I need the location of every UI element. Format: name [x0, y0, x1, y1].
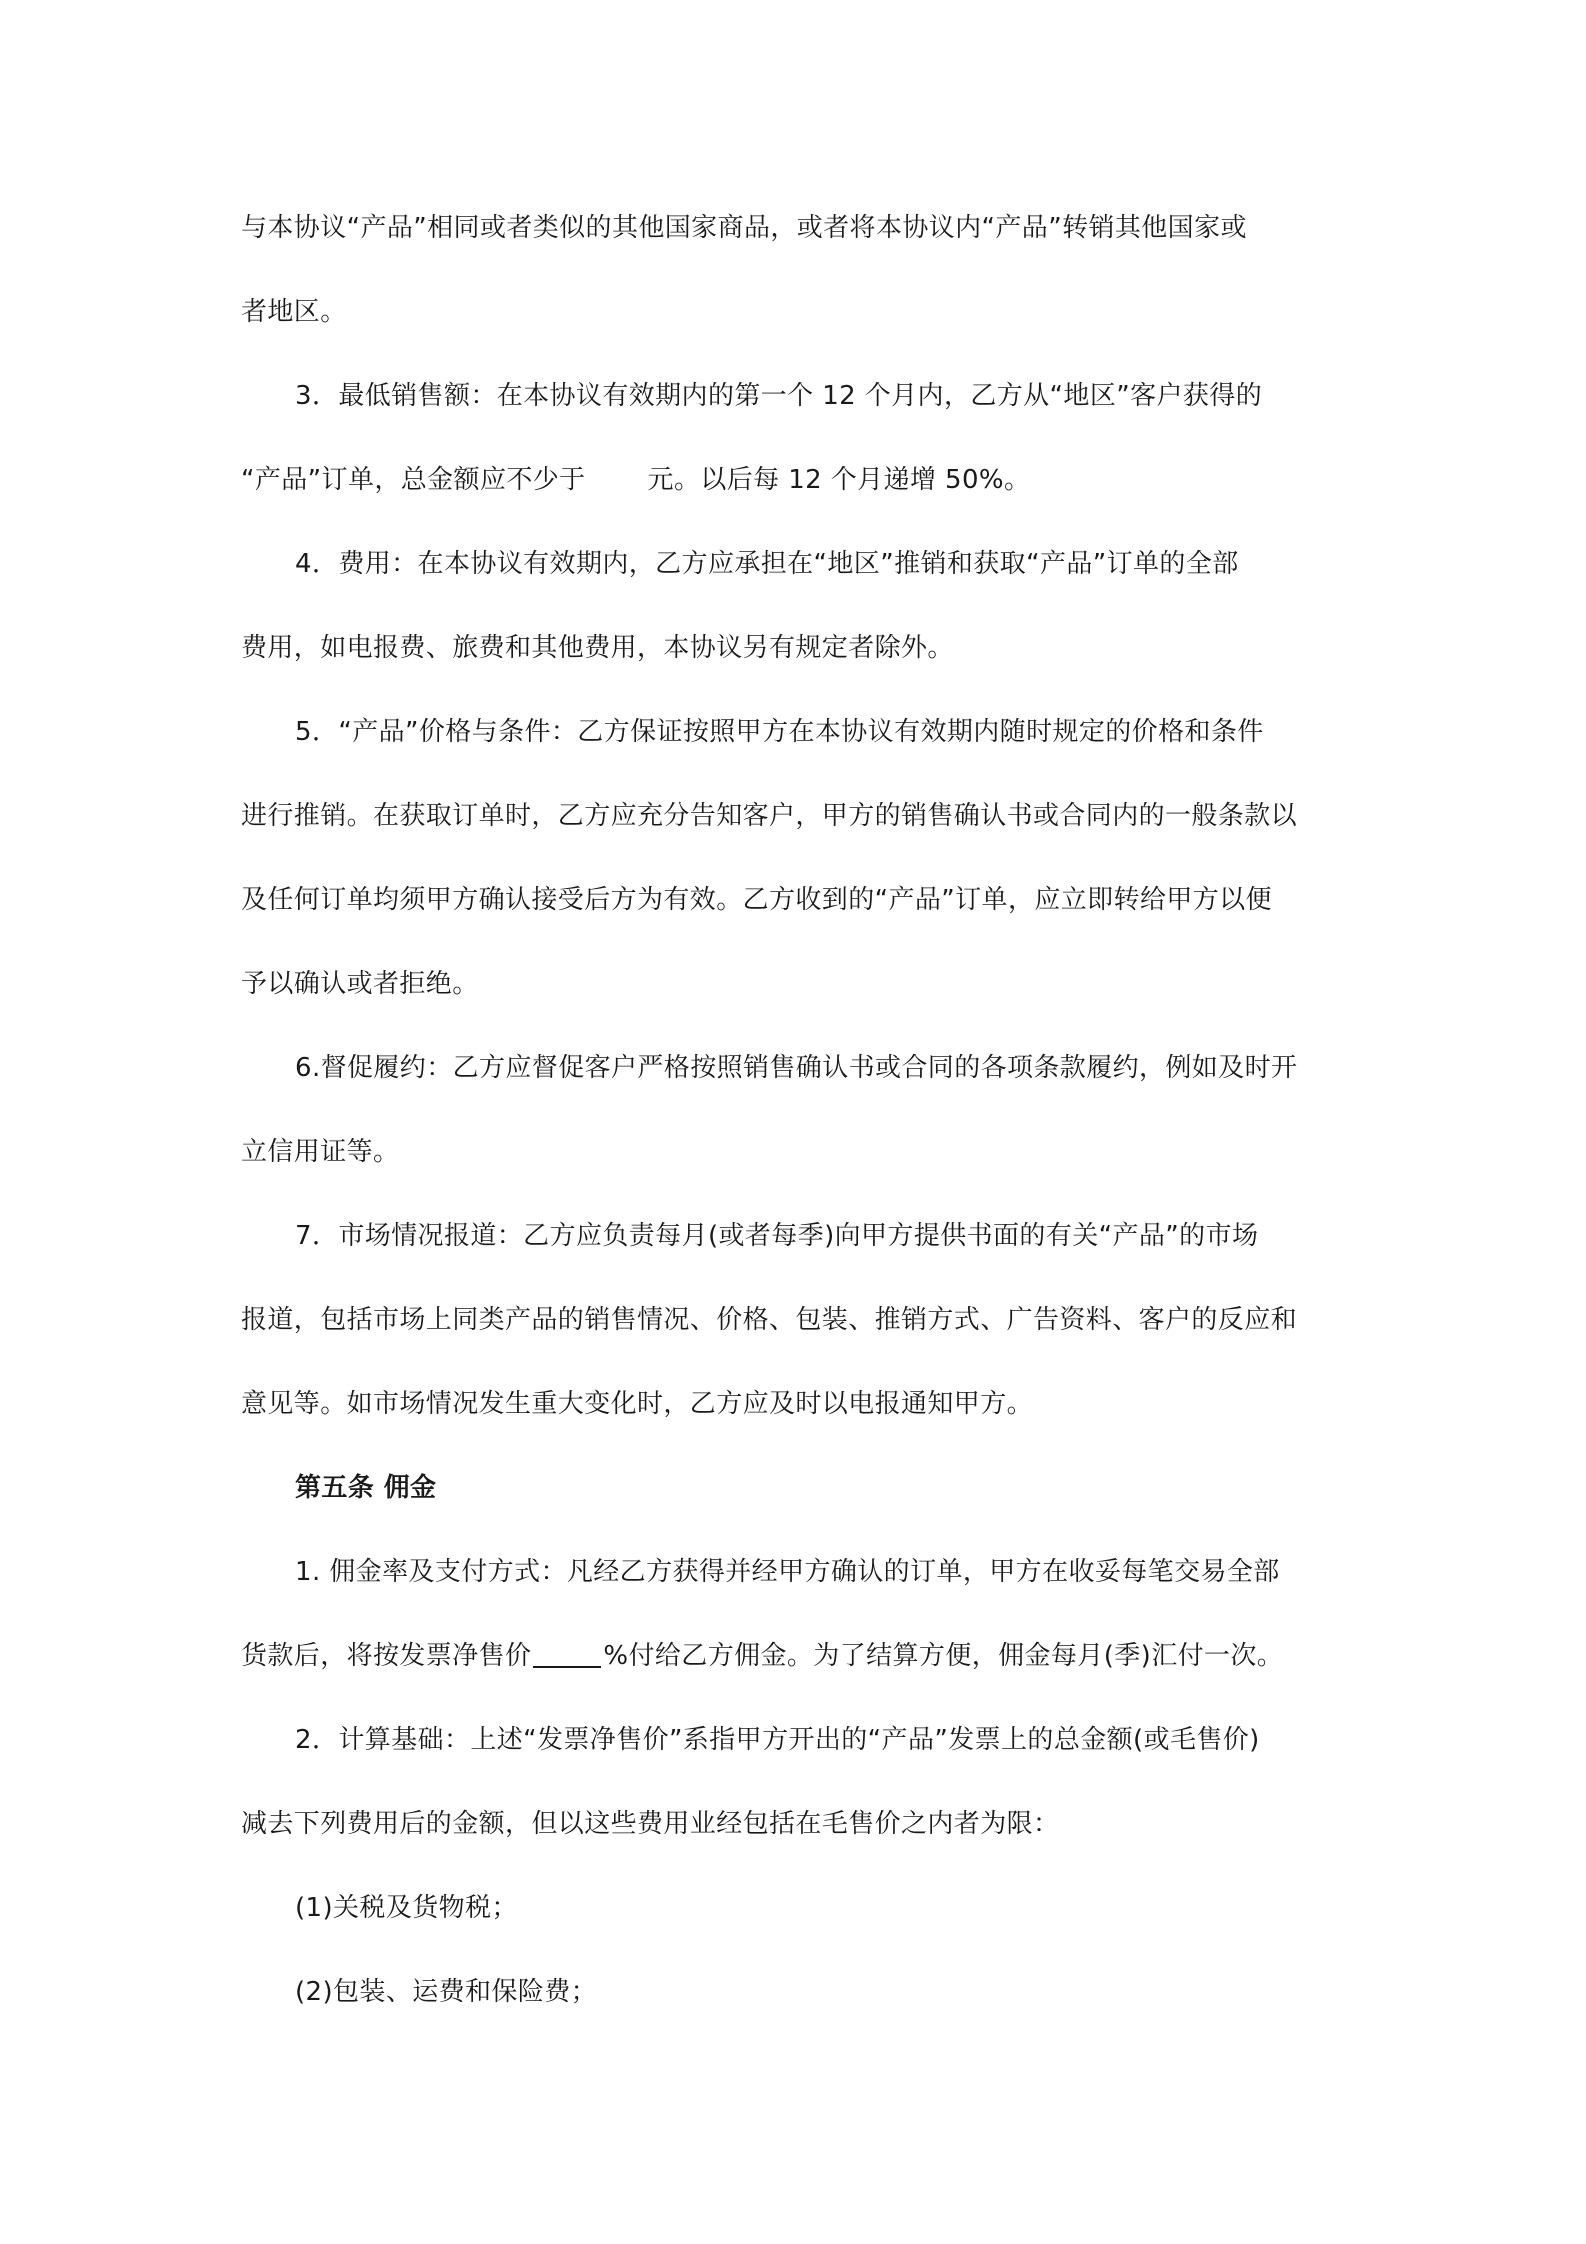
clause-7-line: 7．市场情况报道：乙方应负责每月(或者每季)向甲方提供书面的有关“产品”的市场: [295, 1221, 1259, 1251]
clause-7-line: 意见等。如市场情况发生重大变化时，乙方应及时以电报通知甲方。: [241, 1389, 1034, 1419]
commission-clause-2-line: 2．计算基础：上述“发票净售价”系指甲方开出的“产品”发票上的总金额(或毛售价): [295, 1725, 1260, 1755]
deduction-item: (2)包装、运费和保险费；: [295, 1977, 598, 2007]
article-5-heading: 第五条 佣金: [295, 1473, 437, 1503]
clause-3-text: 元。以后每 12 个月递增 50%。: [647, 465, 1031, 495]
commission-clause-2-line: 减去下列费用后的金额，但以这些费用业经包括在毛售价之内者为限：: [241, 1809, 1060, 1839]
deduction-item: (1)关税及货物税；: [295, 1893, 518, 1923]
clause-3-line: 3．最低销售额：在本协议有效期内的第一个 12 个月内，乙方从“地区”客户获得的: [295, 381, 1263, 411]
commission-text: %付给乙方佣金。为了结算方便，佣金每月(季)汇付一次。: [603, 1641, 1284, 1671]
clause-7-line: 报道，包括市场上同类产品的销售情况、价格、包装、推销方式、广告资料、客户的反应和: [241, 1305, 1298, 1335]
clause-5-line: 及任何订单均须甲方确认接受后方为有效。乙方收到的“产品”订单，应立即转给甲方以便: [241, 885, 1272, 915]
clause-5-line: 进行推销。在获取订单时，乙方应充分告知客户，甲方的销售确认书或合同内的一般条款以: [241, 801, 1298, 831]
clause-4-line: 费用，如电报费、旅费和其他费用，本协议另有规定者除外。: [241, 633, 954, 663]
clause-6-line: 立信用证等。: [241, 1137, 400, 1167]
clause-3-line: [241, 463, 1361, 497]
clause-3-text: “产品”订单，总金额应不少于: [241, 465, 586, 495]
clause-4-line: 4．费用：在本协议有效期内，乙方应承担在“地区”推销和获取“产品”订单的全部: [295, 549, 1239, 579]
commission-clause-1-line: 1. 佣金率及支付方式：凡经乙方获得并经甲方确认的订单，甲方在收妥每笔交易全部: [295, 1557, 1280, 1587]
clause-5-line: 予以确认或者拒绝。: [241, 969, 479, 999]
clause-6-line: 6.督促履约：乙方应督促客户严格按照销售确认书或合同的各项条款履约，例如及时开: [295, 1053, 1298, 1083]
commission-clause-1-line: [241, 1639, 1361, 1673]
percentage-blank: [533, 1640, 601, 1668]
paragraph-line: 者地区。: [241, 297, 347, 327]
clause-5-line: 5．“产品”价格与条件：乙方保证按照甲方在本协议有效期内随时规定的价格和条件: [295, 717, 1264, 747]
paragraph-line: 与本协议“产品”相同或者类似的其他国家商品，或者将本协议内“产品”转销其他国家或: [241, 213, 1247, 243]
commission-text: 货款后，将按发票净售价: [241, 1641, 532, 1671]
